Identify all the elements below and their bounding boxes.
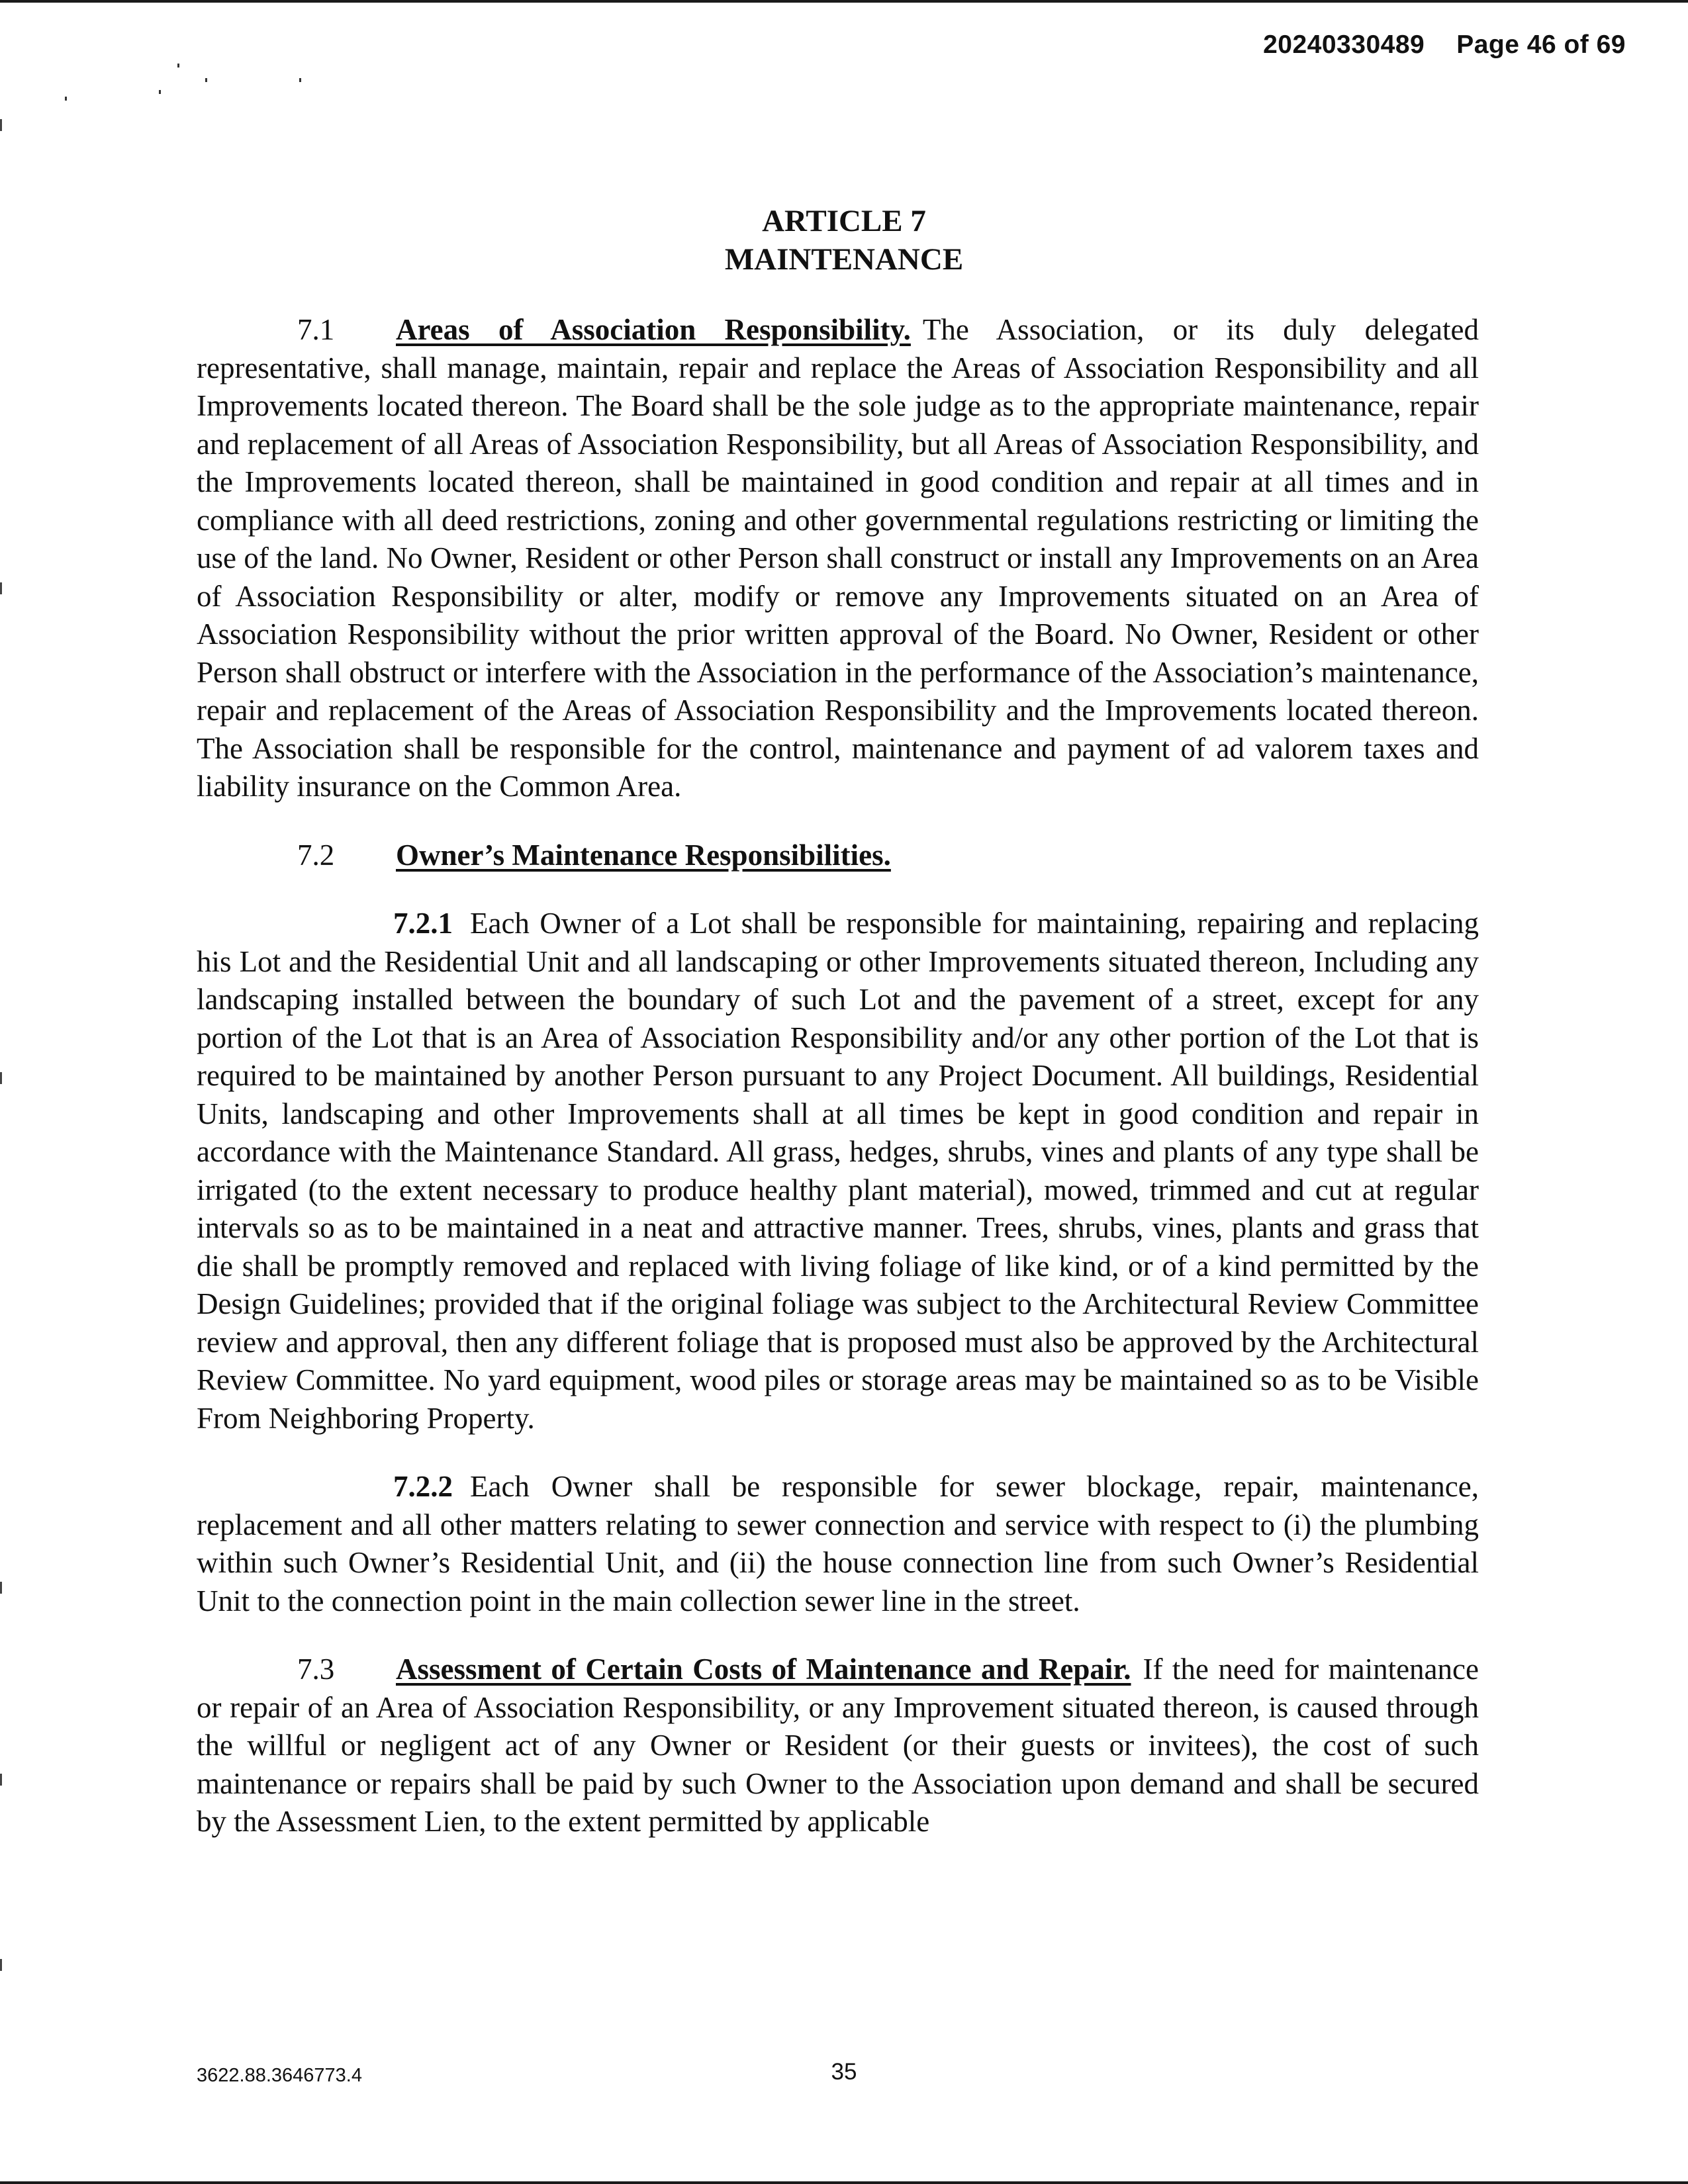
section-text: The Association, or its duly delegated representative, shall manage, maintain, repair and replace the Areas of Association Responsibility and all Improvements located thereon. The Board shall be the sole judge as to the appropriate maintenance, repair and replacement of all Areas of Association Responsibility, but all Areas of Association Responsibility, and the Improvements located thereon, shall be maintained in good condition and repair at all times and in compliance with all deed restrictions, zoning and other governmental regulations restricting or limiting the use of the land. No Owner, Resident or other Person shall construct or install any Improvements on an Area of Association Responsibility or alter, modify or remove any Improvements situated on an Area of Association Responsibility without the prior written approval of the Board. No Owner, Resident or other Person shall obstruct or interfere with the Association in the performance of the Association’s maintenance, repair and replacement of the Areas of Association Responsibility and the Improvements located thereon. The Association shall be responsible for the control, maintenance and payment of ad valorem taxes and liability insurance on the Common Area. — [197, 313, 1479, 803]
subsection-7-2-1 — [197, 905, 1479, 1437]
section-title: Owner’s Maintenance Responsibilities. — [396, 838, 891, 872]
article-heading — [0, 202, 1688, 279]
article-title: MAINTENANCE — [724, 242, 964, 277]
footer-document-id: 3622.88.3646773.4 — [197, 2065, 362, 2086]
section-title: Areas of Association Responsibility. — [396, 313, 911, 346]
left-edge-mark — [0, 119, 2, 131]
left-edge-mark — [0, 582, 2, 594]
left-edge-mark — [0, 1582, 2, 1594]
scan-speck — [65, 97, 67, 101]
subsection-text: Each Owner of a Lot shall be responsible for maintaining, repairing and replacing his Lot and the Residential Unit and all landscaping or other Improvements situated thereon, Including any landscaping installed between the boundary of such Lot and the pavement of a street, except for any portion of the Lot that is an Area of Association Responsibility and/or any other portion of the Lot that is required to be maintained by another Person pursuant to any Project Document. All buildings, Residential Units, landscaping and other Improvements shall at all times be kept in good condition and repair in accordance with the Maintenance Standard. All grass, hedges, shrubs, vines and plants of any type shall be irrigated (to the extent necessary to produce healthy plant material), mowed, trimmed and cut at regular intervals so as to be maintained in a neat and attractive manner. Trees, shrubs, vines, plants and grass that die shall be promptly removed and replaced with living foliage of like kind, or of a kind permitted by the Design Guidelines; provided that if the original foliage was subject to the Architectural Review Committee review and approval, then any different foliage that is proposed must also be approved by the Architectural Review Committee. No yard equipment, wood piles or storage areas may be maintained so as to be Visible From Neighboring Property. — [197, 907, 1479, 1435]
left-edge-mark — [0, 1072, 2, 1084]
left-edge-mark — [0, 1959, 2, 1971]
document-body — [197, 311, 1479, 1841]
section-text: If the need for maintenance or repair of an Area of Association Responsibility, or any Improvement situated thereon, is caused through the willful or negligent act of any Owner or Resident (or their guests or invitees), the cost of such maintenance or repairs shall be paid by such Owner to the Association upon demand and shall be secured by the Assessment Lien, to the extent permitted by applicable — [197, 1653, 1479, 1838]
section-number: 7.3 — [297, 1653, 335, 1686]
left-edge-mark — [0, 1774, 2, 1786]
subsection-7-2-2 — [197, 1468, 1479, 1620]
top-scan-border — [0, 0, 1688, 3]
scan-speck — [205, 78, 207, 82]
footer-page-number: 35 — [831, 2059, 857, 2085]
article-number: ARTICLE 7 — [762, 204, 926, 238]
recording-number: 20240330489 — [1263, 30, 1425, 59]
scan-speck — [299, 78, 301, 82]
section-7-1 — [197, 311, 1479, 806]
subsection-number: 7.2.1 — [393, 907, 453, 940]
section-number: 7.2 — [297, 838, 335, 872]
recording-header — [1263, 30, 1626, 60]
section-number: 7.1 — [297, 313, 335, 346]
section-7-3 — [197, 1651, 1479, 1841]
page-of-total: Page 46 of 69 — [1456, 30, 1626, 59]
scan-speck — [177, 64, 179, 68]
subsection-number: 7.2.2 — [393, 1470, 453, 1503]
section-title: Assessment of Certain Costs of Maintenance and Repair. — [396, 1653, 1131, 1686]
scan-speck — [159, 90, 161, 94]
subsection-text: Each Owner shall be responsible for sewer blockage, repair, maintenance, replacement and all other matters relating to sewer connection and service with respect to (i) the plumbing within such Owner’s Residential Unit, and (ii) the house connection line from such Owner’s Residential Unit to the connection point in the main collection sewer line in the street. — [197, 1470, 1479, 1617]
section-7-2 — [197, 837, 1479, 875]
bottom-scan-border — [0, 2181, 1688, 2184]
